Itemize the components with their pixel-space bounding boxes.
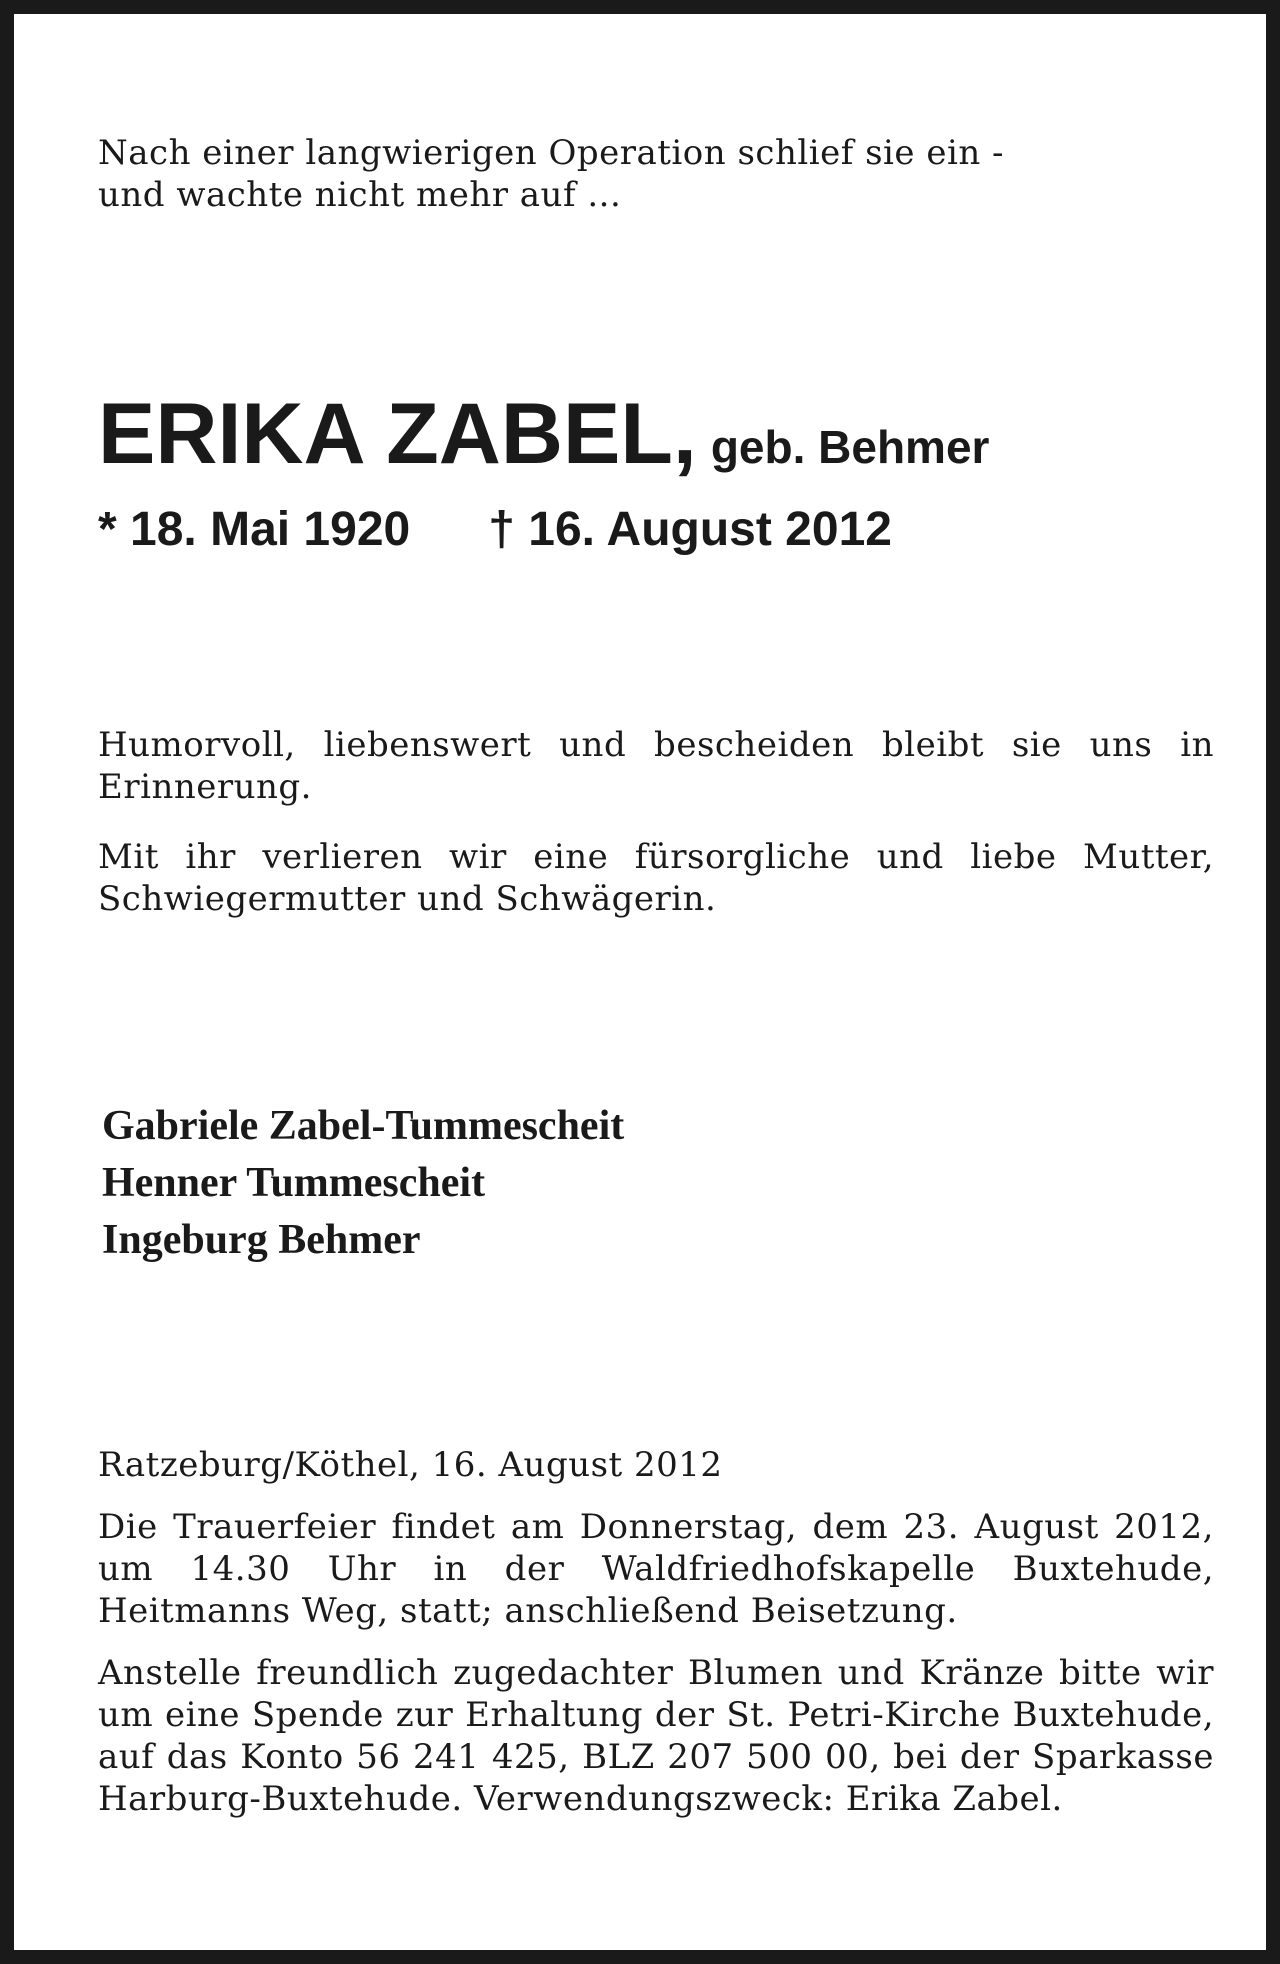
deceased-nee: geb. Behmer <box>710 421 990 473</box>
intro-line: Nach einer langwierigen Operation schlief sie ein - <box>98 133 1005 173</box>
donation-notice: Anstelle freundlich zugedachter Blumen und Kränze bitte wir um eine Spende zur Erhaltung der St. Petri-Kirche Buxtehude, auf das Konto 56 241 425, BLZ 207 500 00, bei der Sparkasse Harburg-Buxtehude. Verwendungszweck: Erika Zabel. <box>98 1653 1214 1819</box>
signatory-name: Ingeburg Behmer <box>102 1217 421 1263</box>
signatory-name: Gabriele Zabel-Tummescheit <box>102 1103 625 1149</box>
birth-date: * 18. Mai 1920 <box>98 503 411 556</box>
memory-text <box>98 724 1214 948</box>
death-date: † 16. August 2012 <box>488 503 892 556</box>
deceased-name-block <box>98 384 1214 484</box>
place-date: Ratzeburg/Köthel, 16. August 2012 <box>98 1445 723 1485</box>
intro-line: und wachte nicht mehr auf ... <box>98 175 622 215</box>
life-dates <box>98 500 1214 560</box>
signatory-name: Henner Tummescheit <box>102 1160 486 1206</box>
signatories-list <box>102 1098 1212 1269</box>
memory-paragraph: Humorvoll, liebenswert und bescheiden bleibt sie uns in Erinnerung. <box>98 725 1214 807</box>
closing-text <box>98 1444 1214 1840</box>
intro-verse <box>98 132 1214 216</box>
memory-paragraph: Mit ihr verlieren wir eine fürsorgliche und liebe Mutter, Schwiegermutter und Schwägerin. <box>98 837 1214 919</box>
funeral-notice: Die Trauerfeier findet am Donnerstag, dem 23. August 2012, um 14.30 Uhr in der Waldfriedhofskapelle Buxtehude, Heitmanns Weg, statt; anschließend Beisetzung. <box>98 1507 1214 1631</box>
deceased-name: ERIKA ZABEL, <box>98 386 697 482</box>
